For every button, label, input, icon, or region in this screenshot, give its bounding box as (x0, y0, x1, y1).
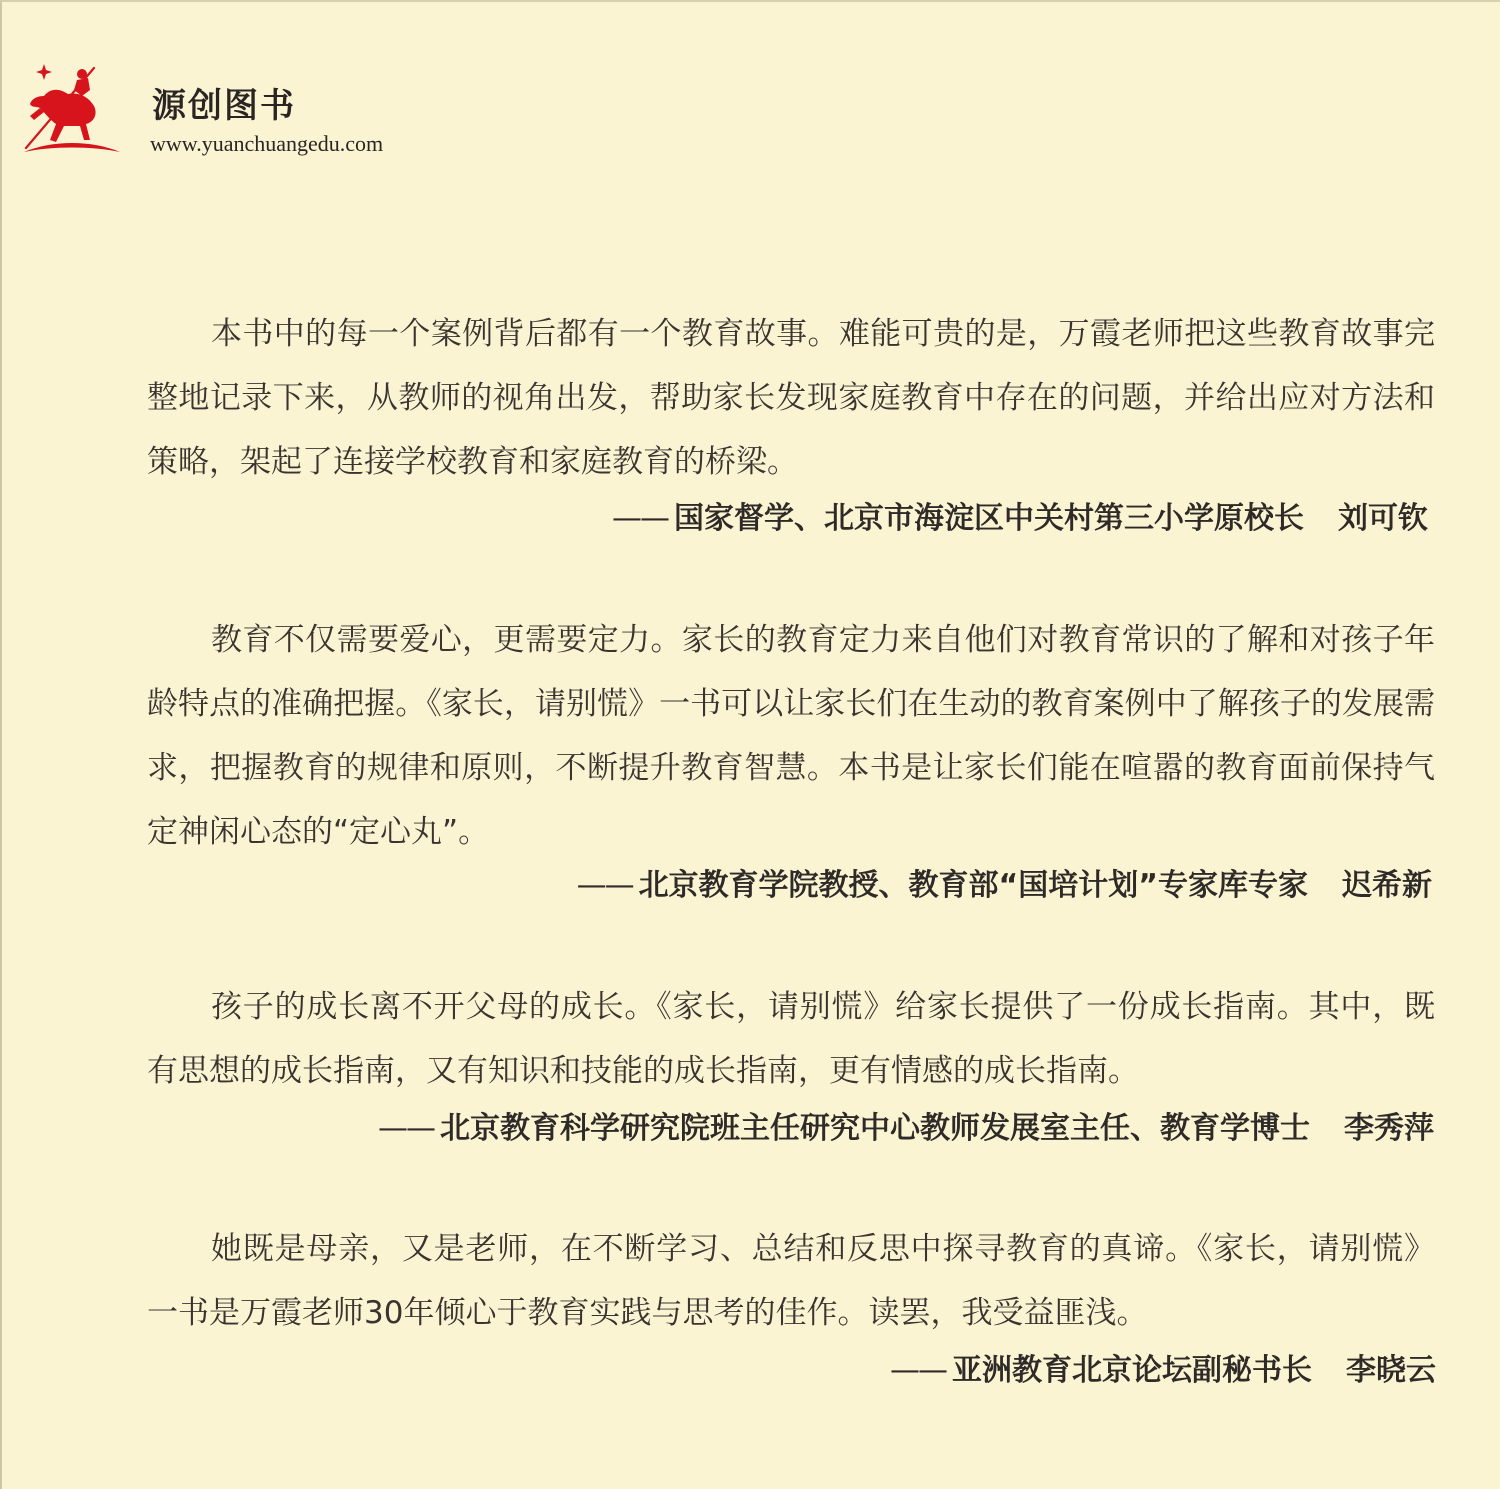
attribution-title: 亚洲教育北京论坛副秘书长 (952, 1353, 1312, 1388)
endorsement-attribution (612, 499, 1428, 539)
attribution-name: 李晓云 (1346, 1353, 1436, 1388)
attribution-title: 国家督学、北京市海淀区中关村第三小学原校长 (674, 501, 1304, 536)
attribution-title: 北京教育学院教授、教育部“国培计划”专家库专家 (638, 868, 1308, 903)
endorsement-attribution (378, 1109, 1434, 1149)
attribution-title: 北京教育科学研究院班主任研究中心教师发展室主任、教育学博士 (440, 1111, 1310, 1146)
publisher-logo (22, 60, 122, 160)
publisher-url: www.yuanchuangedu.com (150, 131, 384, 156)
attribution-name: 刘可钦 (1338, 501, 1428, 536)
endorsement-text: 教育不仅需要爱心，更需要定力。家长的教育定力来自他们对教育常识的了解和对孩子年龄特点的准确把握。《家长，请别慌》一书可以让家长们在生动的教育案例中了解孩子的发展需求，把握教育的规律和原则，不断提升教育智慧。本书是让家长们能在喧嚣的教育面前保持气定神闲心态的“定心丸”。 (147, 622, 1435, 850)
attribution-dash: —— (890, 1353, 946, 1388)
attribution-name: 迟希新 (1342, 868, 1432, 903)
red-horse-rider-icon (22, 60, 122, 160)
attribution-dash: —— (378, 1111, 434, 1146)
endorsement-attribution (890, 1351, 1436, 1391)
endorsement-text: 本书中的每一个案例背后都有一个教育故事。难能可贵的是，万霞老师把这些教育故事完整地记录下来，从教师的视角出发，帮助家长发现家庭教育中存在的问题，并给出应对方法和策略，架起了连接学校教育和家庭教育的桥梁。 (147, 316, 1435, 480)
attribution-dash: —— (576, 868, 633, 903)
endorsement-text: 她既是母亲，又是老师，在不断学习、总结和反思中探寻教育的真谛。《家长，请别慌》一书是万霞老师30年倾心于教育实践与思考的佳作。读罢，我受益匪浅。 (147, 1231, 1435, 1331)
publisher-name: 源创图书 (152, 86, 296, 126)
attribution-dash: —— (612, 501, 668, 536)
attribution-name: 李秀萍 (1344, 1111, 1434, 1146)
endorsement-text: 孩子的成长离不开父母的成长。《家长，请别慌》给家长提供了一份成长指南。其中，既有思想的成长指南，又有知识和技能的成长指南，更有情感的成长指南。 (147, 989, 1435, 1089)
endorsement-attribution (577, 866, 1432, 906)
